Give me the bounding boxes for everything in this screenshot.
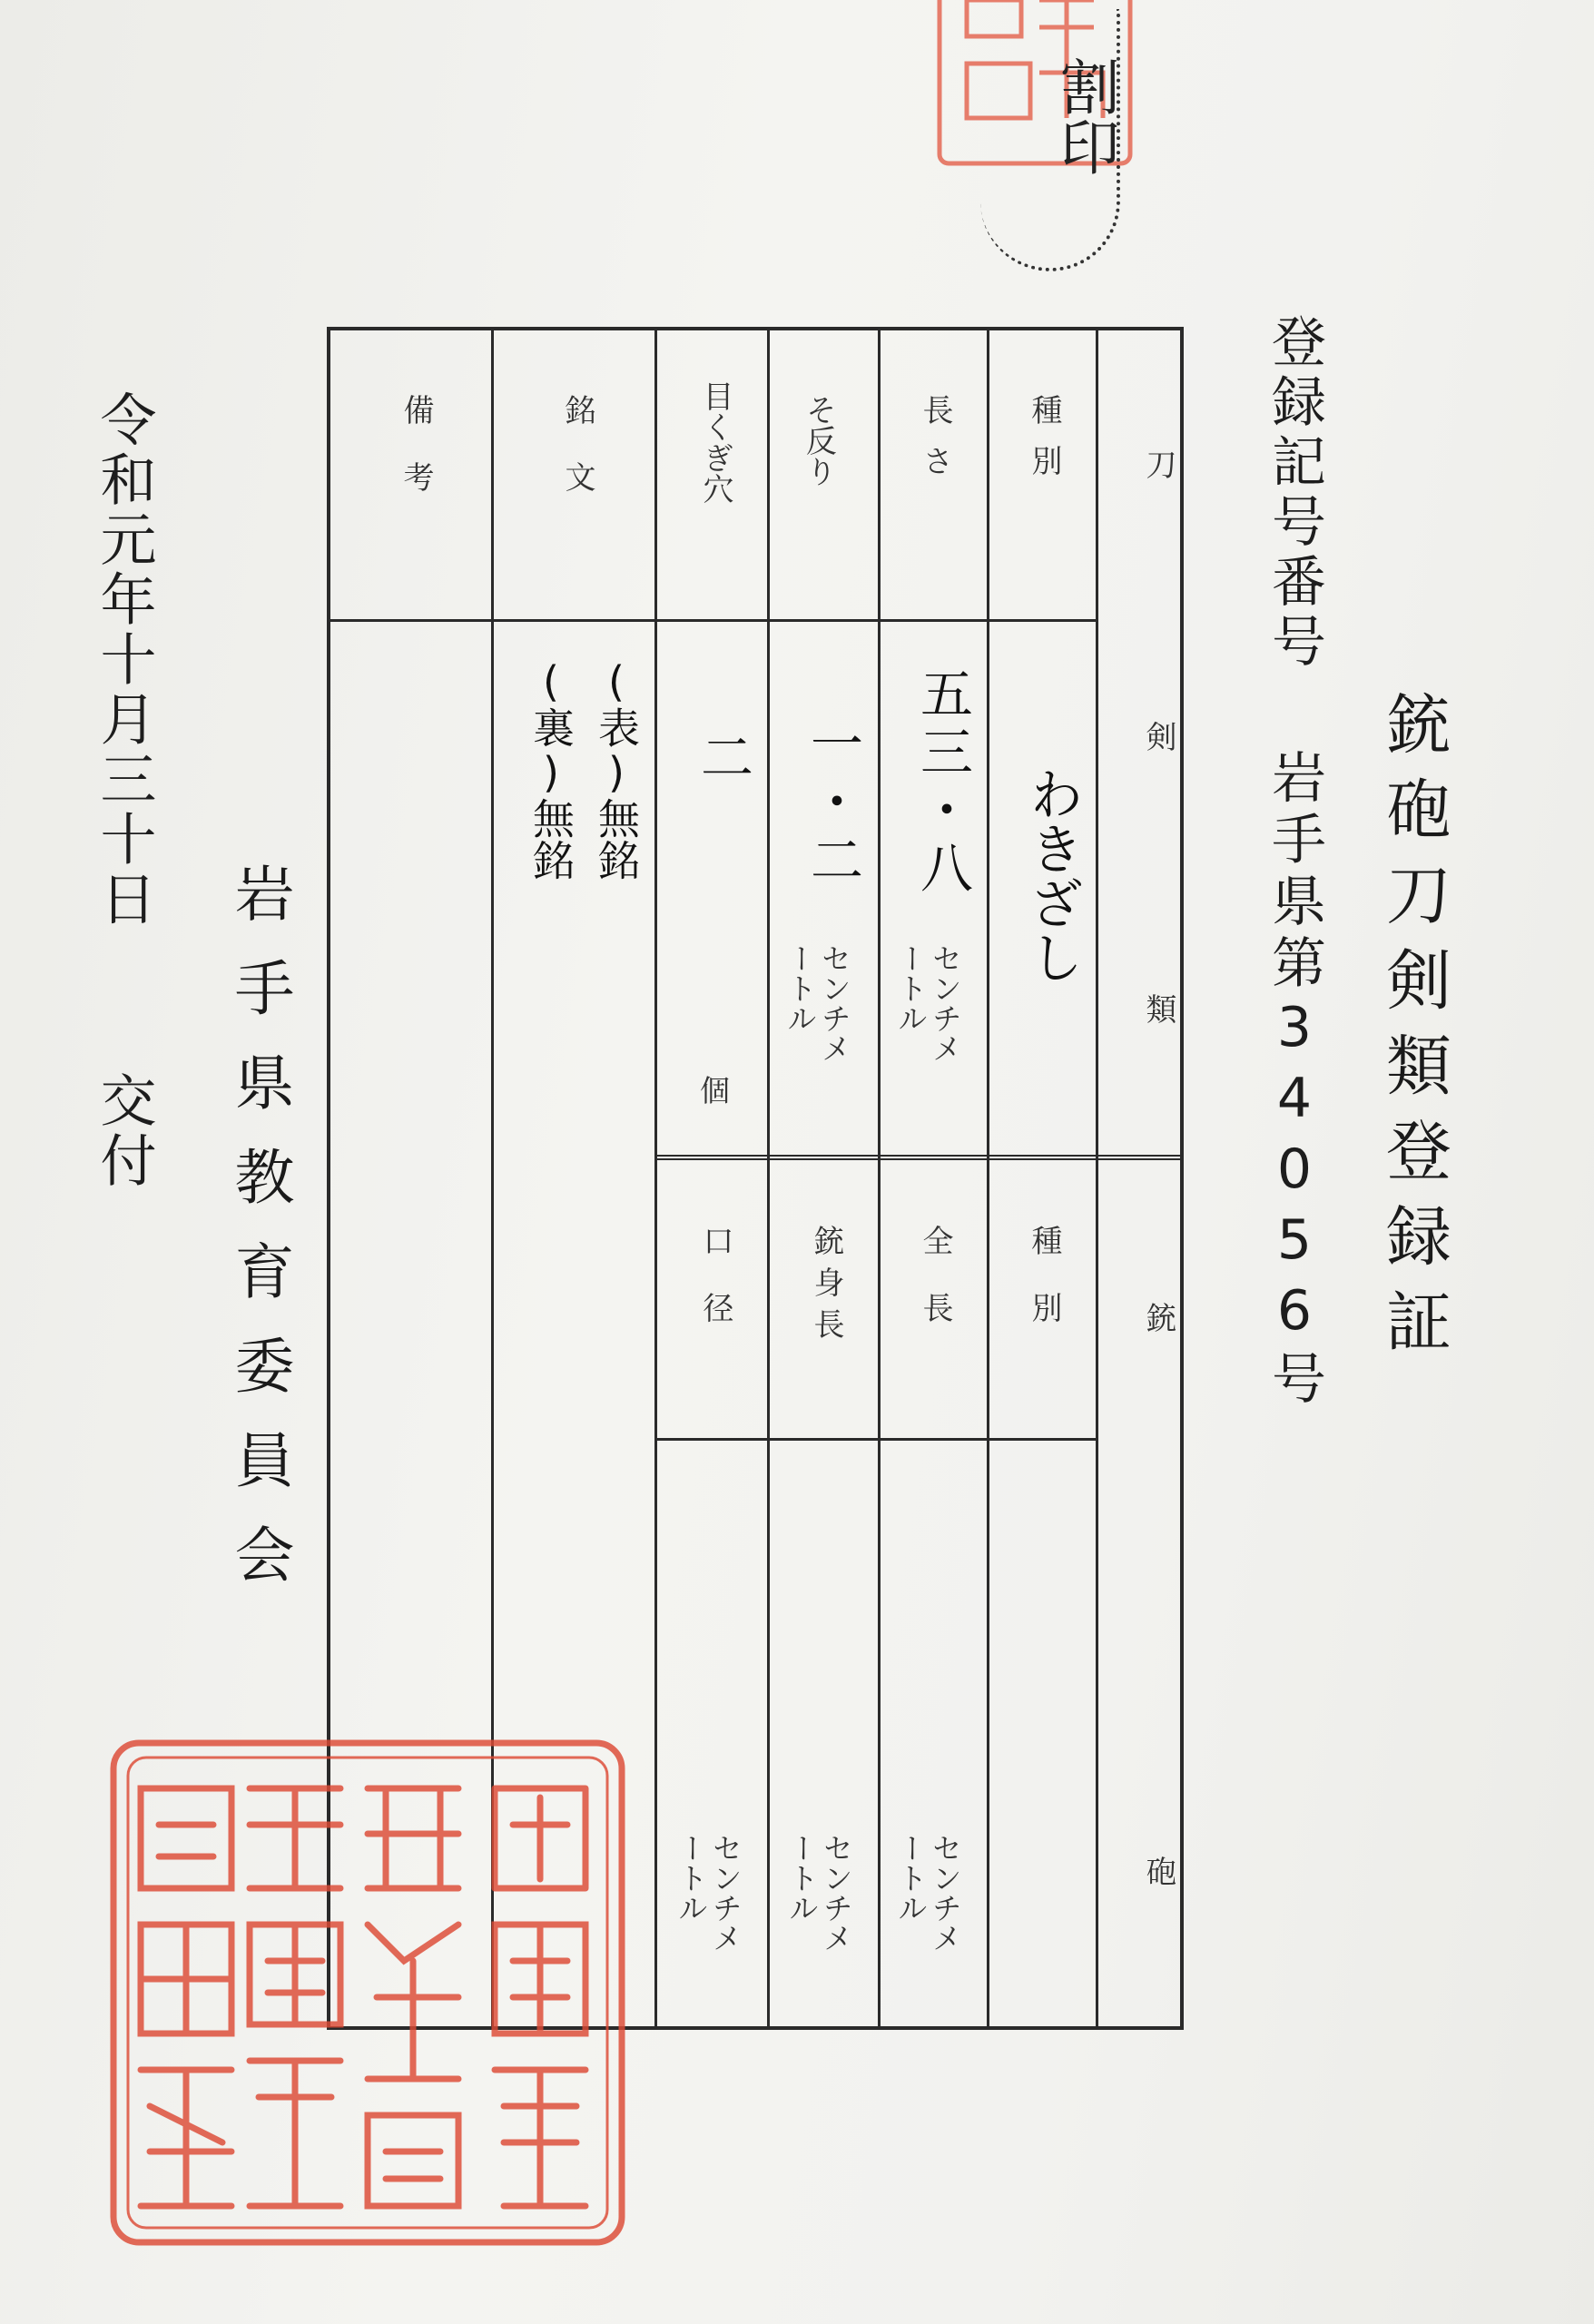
- sword-inscription-header: 銘文: [559, 394, 595, 528]
- issue-date: 令和元年十月三十日: [91, 390, 157, 930]
- registration-label: 登録記号番号: [1263, 313, 1326, 673]
- tally-seal-text: 割印: [1049, 56, 1120, 176]
- sword-length-value: 五三・八: [911, 666, 973, 899]
- official-red-seal: [95, 1725, 640, 2260]
- gun-barrel-length-header: 銃身長: [808, 1225, 844, 1350]
- sword-curve-header: そ反り: [800, 394, 837, 487]
- sword-type-value: わきざし: [1020, 766, 1084, 984]
- gun-total-length-unit: センチメートル: [892, 1833, 963, 1953]
- issue-label: 交付: [91, 1071, 157, 1191]
- sword-section-label-1: 刀: [1140, 448, 1176, 479]
- gun-caliber-unit: センチメートル: [673, 1833, 743, 1953]
- gun-type-header: 種別: [1026, 1225, 1062, 1359]
- sword-holes-unit: 個: [694, 1075, 731, 1105]
- gun-section-label-2: 砲: [1140, 1856, 1176, 1886]
- sword-length-header: 長さ: [917, 394, 953, 496]
- sword-holes-header: 目くぎ穴: [697, 380, 733, 504]
- sword-section-label-2: 剣: [1140, 721, 1176, 752]
- issuer-name: 岩手県教育委員会: [224, 862, 294, 1618]
- sword-curve-unit: センチメートル: [782, 943, 852, 1063]
- inscription-front: (表)無銘: [592, 657, 641, 881]
- registration-number: 岩手県第34056号: [1263, 749, 1326, 1412]
- gun-section-label-1: 銃: [1140, 1302, 1176, 1333]
- sword-remarks-header: 備考: [398, 394, 434, 528]
- sword-section-label-3: 類: [1140, 993, 1176, 1024]
- sword-length-unit: センチメートル: [892, 943, 963, 1063]
- sword-holes-value: 二: [692, 730, 753, 783]
- sword-type-header: 種別: [1026, 394, 1062, 496]
- sword-curve-value: 一・二: [802, 716, 863, 891]
- gun-total-length-header: 全長: [917, 1225, 953, 1359]
- gun-caliber-header: 口径: [697, 1225, 733, 1359]
- inscription-back: (裏)無銘: [526, 657, 576, 881]
- document-title: 銃砲刀剣類登録証: [1375, 690, 1451, 1373]
- gun-barrel-length-unit: センチメートル: [783, 1833, 854, 1953]
